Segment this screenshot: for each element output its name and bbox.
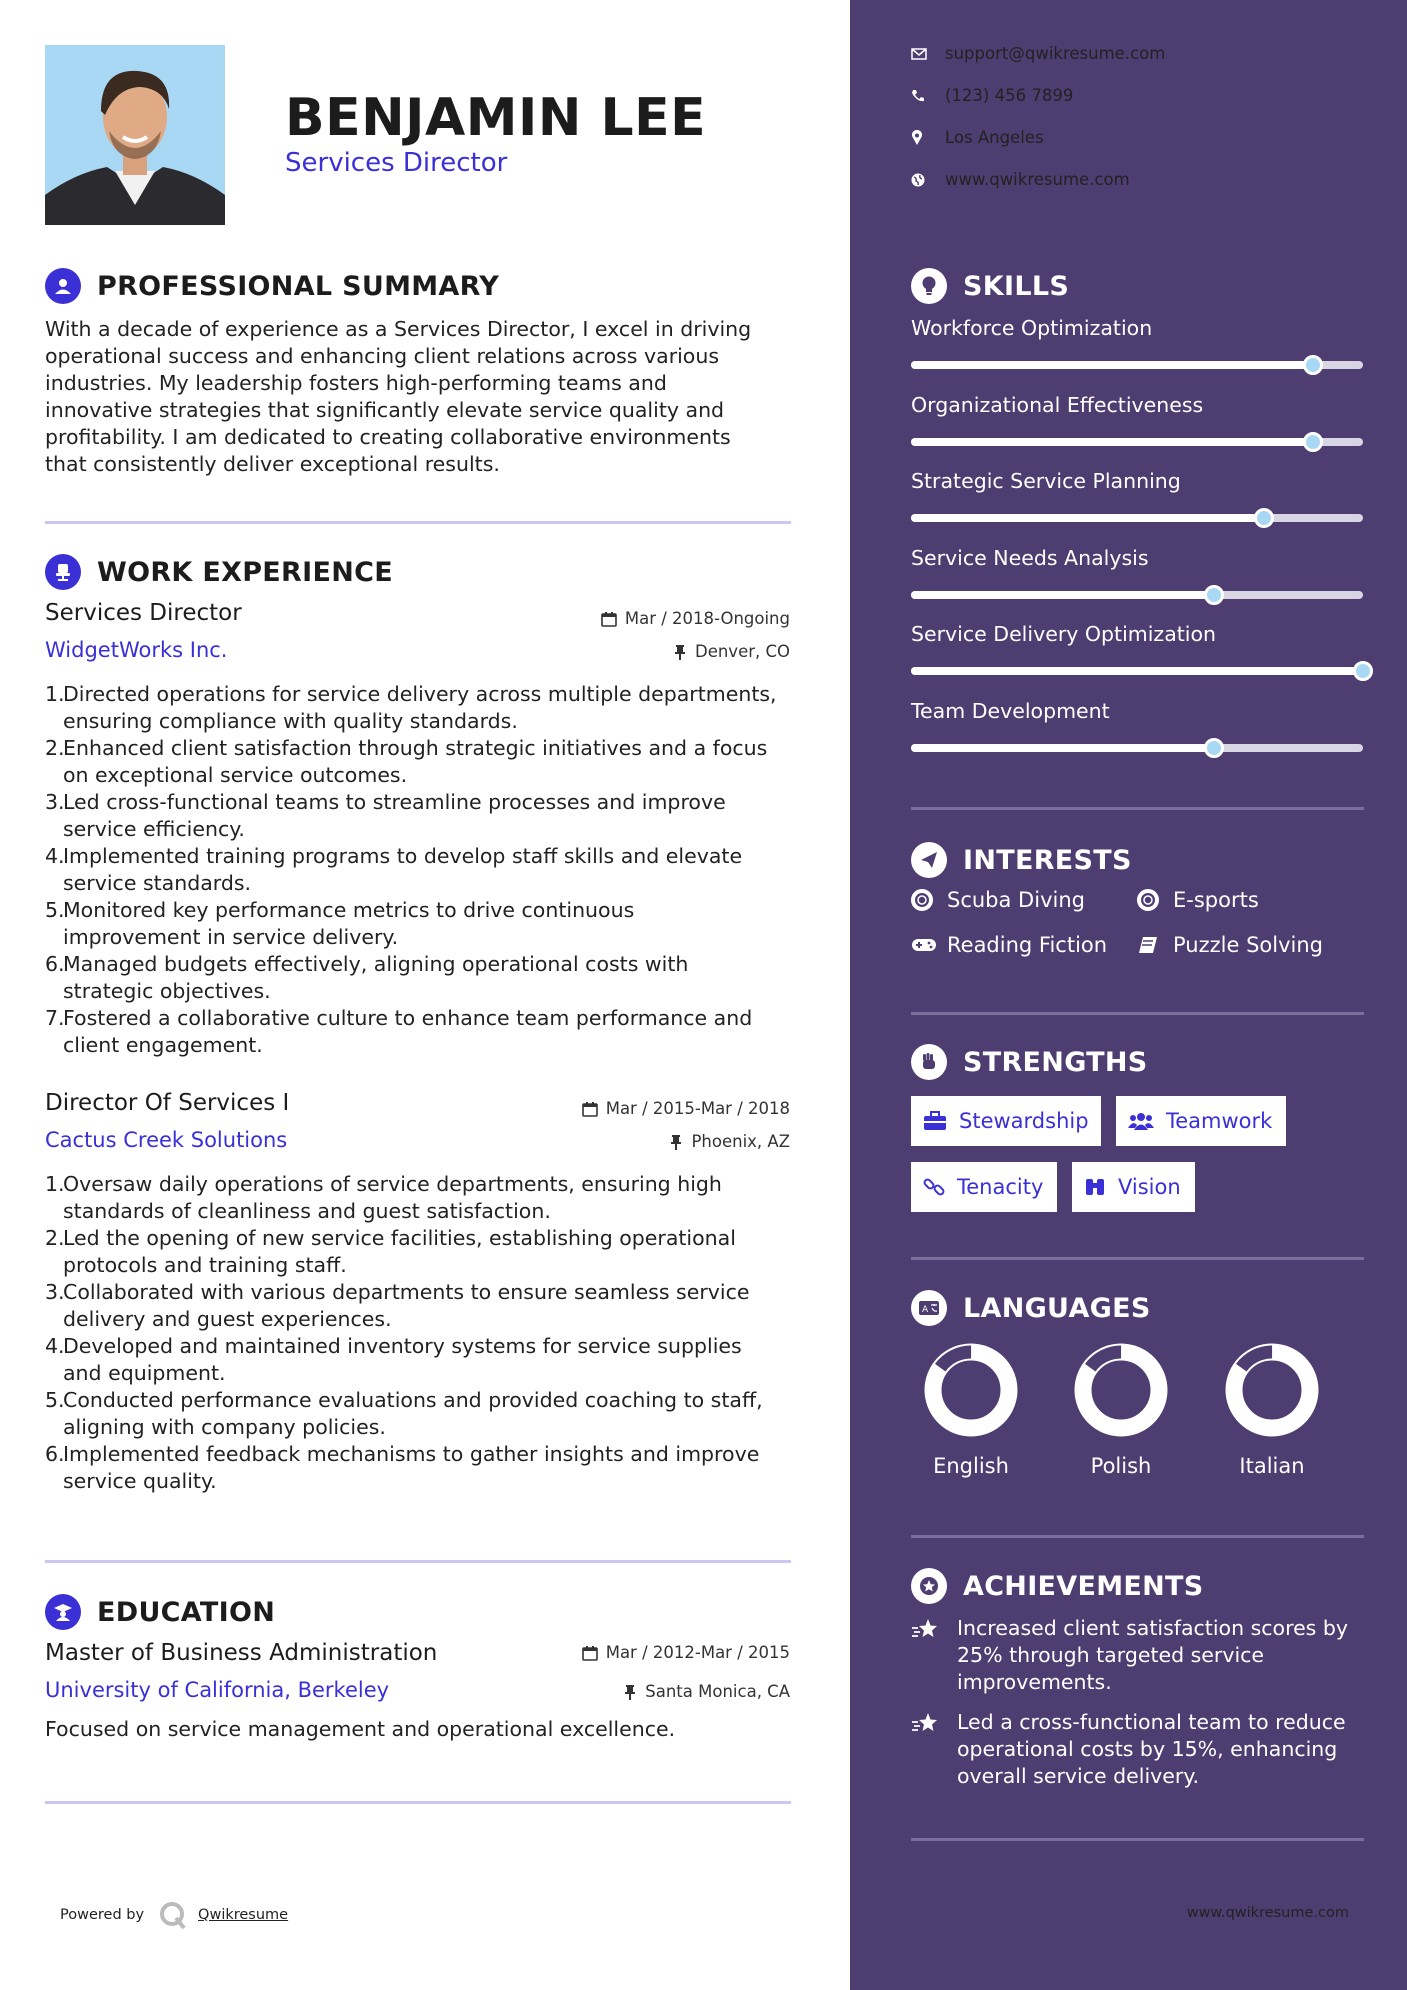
degree-title: Master of Business Administration: [45, 1640, 438, 1666]
skill-bar-fill: [911, 438, 1313, 446]
powered-by-text: Powered by: [60, 1907, 145, 1923]
contact-phone: [911, 86, 1073, 105]
strength-label: Teamwork: [1166, 1109, 1273, 1133]
section-divider: [911, 1012, 1364, 1015]
fist-icon: [911, 1044, 947, 1080]
job-duties: [45, 681, 795, 1059]
star-badge-icon: [911, 1568, 947, 1604]
achievements-heading: [911, 1568, 1204, 1604]
skill-label: Workforce Optimization: [911, 316, 1153, 340]
interest-item: [1137, 933, 1323, 957]
language-item: [921, 1340, 1021, 1478]
contact-email: [911, 44, 1165, 63]
user-icon: [45, 268, 81, 304]
svg-text:A: A: [922, 1305, 929, 1315]
email-text[interactable]: support@qwikresume.com: [945, 44, 1166, 63]
work-heading: [45, 554, 393, 590]
footer-site[interactable]: www.qwikresume.com: [1186, 1905, 1349, 1921]
job-duties: [45, 1171, 795, 1495]
job-title: Director Of Services I: [45, 1090, 290, 1116]
section-divider: [45, 521, 791, 524]
strength-chip: [1072, 1162, 1195, 1212]
interest-label: Scuba Diving: [947, 888, 1085, 912]
summary-line: profitability. I am dedicated to creating collaborative environments: [45, 425, 731, 449]
strength-chip: [911, 1162, 1057, 1212]
achievements-title: ACHIEVEMENTS: [963, 1570, 1204, 1602]
summary-line: industries. My leadership fosters high-performing teams and: [45, 371, 667, 395]
section-divider: [911, 1257, 1364, 1260]
book-icon: [1137, 935, 1173, 955]
star-icon: [911, 1709, 957, 1790]
website-text[interactable]: www.qwikresume.com: [945, 170, 1130, 189]
skill-bar: [911, 438, 1363, 446]
office-chair-icon: [45, 554, 81, 590]
language-icon: [911, 1290, 947, 1326]
list-item: 7. Fostered a collaborative culture to enhance team performance and client engagement.: [45, 1006, 753, 1057]
work-title: WORK EXPERIENCE: [97, 556, 393, 588]
strength-chip: [911, 1096, 1101, 1146]
job-location-text: Denver, CO: [694, 642, 790, 661]
skill-bar-fill: [911, 744, 1214, 752]
company-name: WidgetWorks Inc.: [45, 638, 228, 662]
achievement-item: Increased client satisfaction scores by 25% through targeted service improvements.: [911, 1615, 1371, 1696]
interests-title: INTERESTS: [963, 844, 1132, 876]
powered-by: [60, 1900, 288, 1930]
job-dates-text: Mar / 2015-Mar / 2018: [605, 1099, 790, 1118]
skill-knob: [1204, 738, 1224, 758]
skill-knob: [1204, 585, 1224, 605]
lifebuoy-icon: [911, 889, 947, 911]
skill-bar-fill: [911, 514, 1264, 522]
list-item: 4. Implemented training programs to develop staff skills and elevate service standards.: [45, 844, 743, 895]
skill-label: Service Delivery Optimization: [911, 622, 1217, 646]
binoculars-icon: [1084, 1177, 1106, 1197]
job-dates: [601, 609, 790, 628]
star-icon: [911, 1615, 957, 1696]
skill-bar: [911, 744, 1363, 752]
list-item: 6. Managed budgets effectively, aligning operational costs with strategic objectives.: [45, 952, 689, 1003]
language-name: Italian: [1239, 1454, 1305, 1478]
skill-knob: [1353, 661, 1373, 681]
globe-icon: [911, 173, 945, 187]
interest-label: E-sports: [1173, 888, 1259, 912]
link-icon: [923, 1176, 945, 1198]
education-dates: [582, 1643, 790, 1662]
strength-label: Stewardship: [959, 1109, 1089, 1133]
list-item: 4. Developed and maintained inventory systems for service supplies and equipment.: [45, 1334, 742, 1385]
summary-text: [45, 316, 790, 478]
skill-knob: [1254, 508, 1274, 528]
section-divider: [911, 1838, 1364, 1841]
job-location: [669, 1132, 790, 1151]
list-item: 2. Led the opening of new service facilities, establishing operational protocols and training staff.: [45, 1226, 736, 1277]
map-pin-icon: [911, 130, 945, 146]
skills-heading: [911, 268, 1069, 304]
profile-photo: [45, 45, 225, 225]
pin-icon: [673, 644, 687, 660]
summary-line: With a decade of experience as a Services Director, I excel in driving: [45, 317, 752, 341]
users-icon: [1128, 1111, 1154, 1131]
skill-label: Organizational Effectiveness: [911, 392, 1204, 417]
list-item: 1. Directed operations for service delivery across multiple departments, ensuring compliance with quality standards.: [45, 682, 777, 733]
candidate-role: Services Director: [285, 148, 508, 178]
summary-line: operational success and enhancing client relations across various: [45, 344, 720, 368]
skill-label: Strategic Service Planning: [911, 469, 1181, 493]
list-item: 2. Enhanced client satisfaction through strategic initiatives and a focus on exceptional service outcomes.: [45, 736, 768, 787]
skill-knob: [1303, 432, 1323, 452]
paper-plane-icon: [911, 842, 947, 878]
skill-bar-fill: [911, 591, 1214, 599]
pin-icon: [669, 1134, 683, 1150]
skill-label: Team Development: [911, 698, 1110, 723]
job-location-text: Phoenix, AZ: [691, 1132, 790, 1151]
skill-bar: [911, 514, 1363, 522]
language-ring: [921, 1340, 1021, 1440]
languages-heading: [911, 1290, 1151, 1326]
strengths-heading: [911, 1044, 1148, 1080]
section-divider: [45, 1801, 791, 1804]
phone-text: (123) 456 7899: [945, 86, 1074, 105]
language-item: [1222, 1340, 1322, 1478]
brand-link[interactable]: Qwikresume: [198, 1907, 289, 1923]
contact-website: [911, 170, 1130, 189]
envelope-icon: [911, 47, 945, 61]
list-item: 1. Oversaw daily operations of service departments, ensuring high standards of cleanliness and guest satisfaction.: [45, 1172, 722, 1223]
skill-bar: [911, 361, 1363, 369]
lifebuoy-icon: [1137, 889, 1173, 911]
skills-title: SKILLS: [963, 270, 1070, 302]
skill-label: Service Needs Analysis: [911, 545, 1149, 570]
education-title: EDUCATION: [97, 1596, 276, 1628]
phone-icon: [911, 89, 945, 103]
list-item: 5. Monitored key performance metrics to drive continuous improvement in service delivery.: [45, 898, 635, 949]
calendar-icon: [601, 611, 617, 627]
job-dates: [582, 1099, 790, 1118]
achievement-item: Led a cross-functional team to reduce operational costs by 15%, enhancing overall service delivery.: [911, 1709, 1371, 1790]
graduate-icon: [45, 1594, 81, 1630]
strengths-title: STRENGTHS: [963, 1046, 1148, 1078]
interest-label: Puzzle Solving: [1173, 933, 1323, 957]
strength-label: Vision: [1118, 1175, 1181, 1199]
interest-label: Reading Fiction: [947, 933, 1108, 957]
calendar-icon: [582, 1101, 598, 1117]
strength-label: Tenacity: [957, 1175, 1044, 1199]
school-name: University of California, Berkeley: [45, 1678, 390, 1702]
qwikresume-logo-icon: [158, 1900, 188, 1930]
job-location: [673, 642, 790, 661]
summary-line: that consistently deliver exceptional results.: [45, 452, 500, 476]
job-dates-text: Mar / 2018-Ongoing: [624, 609, 790, 628]
gamepad-icon: [911, 937, 947, 953]
skill-bar: [911, 667, 1363, 675]
lightbulb-icon: [911, 268, 947, 304]
interest-item: [911, 888, 1085, 912]
education-dates-text: Mar / 2012-Mar / 2015: [605, 1643, 790, 1662]
summary-heading: [45, 268, 499, 304]
candidate-name: BENJAMIN LEE: [285, 88, 707, 148]
language-ring: [1222, 1340, 1322, 1440]
strength-chip: [1116, 1096, 1286, 1146]
list-item: 5. Conducted performance evaluations and provided coaching to staff, aligning with company policies.: [45, 1388, 763, 1439]
company-name: Cactus Creek Solutions: [45, 1128, 288, 1152]
languages-title: LANGUAGES: [963, 1292, 1151, 1324]
summary-line: innovative strategies that significantly elevate service quality and: [45, 398, 725, 422]
language-name: Polish: [1090, 1454, 1152, 1478]
education-note: Focused on service management and operational excellence.: [45, 1717, 676, 1741]
interest-item: [911, 933, 1107, 957]
education-location: [623, 1682, 790, 1701]
language-ring: [1071, 1340, 1171, 1440]
interest-item: [1137, 888, 1259, 912]
language-name: English: [933, 1454, 1009, 1478]
summary-title: PROFESSIONAL SUMMARY: [97, 270, 500, 302]
contact-location: [911, 128, 1044, 147]
interests-heading: [911, 842, 1132, 878]
briefcase-icon: [923, 1111, 947, 1131]
pin-icon: [623, 1684, 637, 1700]
section-divider: [911, 807, 1364, 810]
skill-bar-fill: [911, 361, 1313, 369]
education-heading: [45, 1594, 275, 1630]
list-item: 3. Led cross-functional teams to streamline processes and improve service efficiency.: [45, 790, 726, 841]
location-text: Los Angeles: [945, 128, 1044, 147]
job-title: Services Director: [45, 600, 242, 626]
calendar-icon: [582, 1645, 598, 1661]
education-location-text: Santa Monica, CA: [645, 1682, 790, 1701]
section-divider: [45, 1560, 791, 1563]
list-item: 6. Implemented feedback mechanisms to gather insights and improve service quality.: [45, 1442, 760, 1493]
section-divider: [911, 1535, 1364, 1538]
language-item: [1071, 1340, 1171, 1478]
skill-bar: [911, 591, 1363, 599]
list-item: 3. Collaborated with various departments to ensure seamless service delivery and guest experiences.: [45, 1280, 750, 1331]
skill-bar-fill: [911, 667, 1363, 675]
